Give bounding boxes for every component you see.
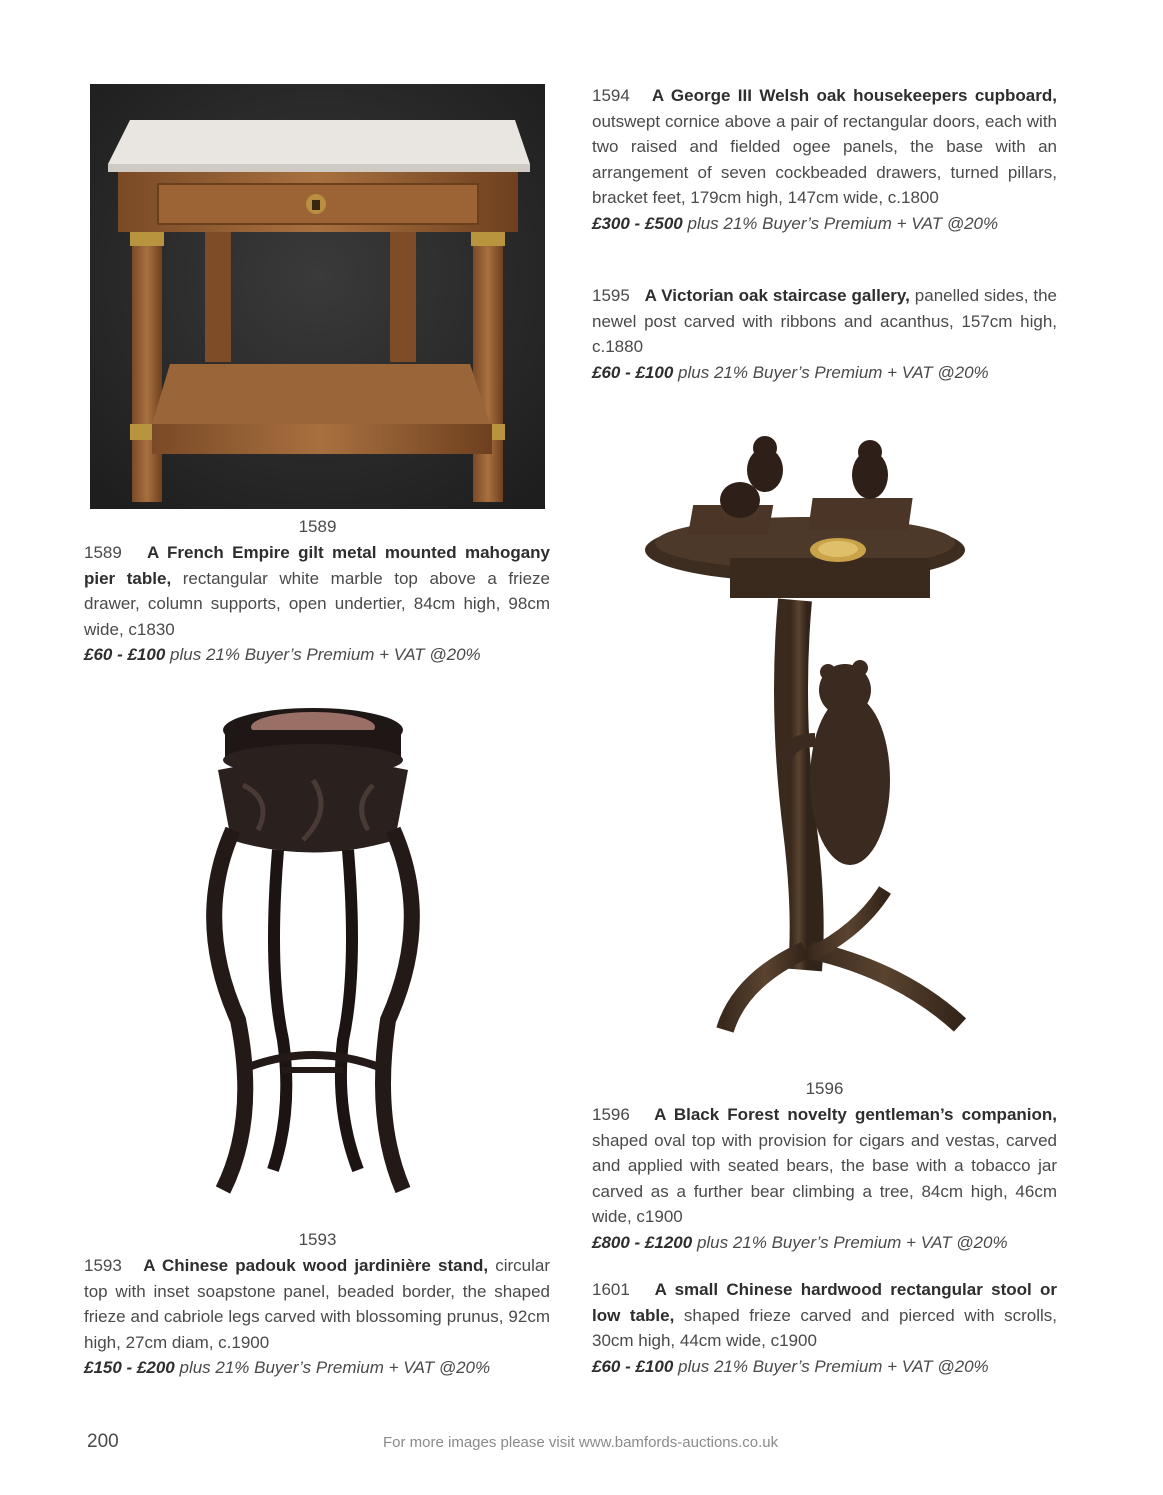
- lot-description: shaped frieze carved and pierced with scrolls, 30cm high, 44cm wide, c1900: [592, 1305, 1057, 1350]
- lot-premium: plus 21% Buyer’s Premium + VAT @20%: [170, 645, 481, 664]
- lot-title: A Chinese padouk wood jardinière stand,: [143, 1256, 489, 1275]
- lot-premium: plus 21% Buyer’s Premium + VAT @20%: [696, 1232, 1008, 1252]
- black-forest-companion-icon: [620, 410, 1032, 1070]
- lot-premium: plus 21% Buyer’s Premium + VAT @20%: [678, 362, 989, 382]
- lot-description: outswept cornice above a pair of rectangular doors, each with two raised and fielded ogee panels, the base with an arrangement of seven cockbeaded drawers, turned pillars, bracket feet, 179cm high, 147cm wide, c.1800: [592, 111, 1057, 207]
- lot-description: panelled sides, the newel post carved with ribbons and acanthus, 157cm high, c.1880: [592, 286, 1057, 356]
- lot-estimate: £300 - £500: [592, 213, 683, 233]
- lot-1595: [592, 283, 1057, 385]
- page-number: 200: [87, 1431, 119, 1452]
- pier-table-photo: [90, 84, 545, 509]
- lot-1593: [84, 1253, 550, 1381]
- lot-estimate-line: [592, 1230, 1057, 1256]
- jardiniere-caption: 1593: [298, 1230, 337, 1249]
- lot-number: 1594: [592, 86, 630, 105]
- lot-estimate-line: [592, 211, 1057, 237]
- pier-table-icon: [90, 84, 545, 509]
- lot-number: 1589: [84, 543, 122, 562]
- lot-title: A Victorian oak staircase gallery,: [644, 286, 910, 305]
- lot-estimate: £150 - £200: [84, 1358, 175, 1377]
- lot-estimate: £800 - £1200: [592, 1232, 693, 1252]
- lot-description: shaped oval top with provision for cigars and vestas, carved and applied with seated bears, the base with a tobacco jar carved as a further bear climbing a tree, 84cm high, 46cm wide, c1900: [592, 1130, 1057, 1226]
- lot-estimate-line: [84, 642, 550, 668]
- lot-premium: plus 21% Buyer’s Premium + VAT @20%: [687, 213, 999, 233]
- footer-website-note: For more images please visit www.bamfords-auctions.co.uk: [383, 1434, 779, 1451]
- lot-premium: plus 21% Buyer’s Premium + VAT @20%: [179, 1358, 491, 1377]
- lot-number: 1593: [84, 1256, 122, 1275]
- lot-1596: [592, 1102, 1057, 1255]
- lot-premium: plus 21% Buyer’s Premium + VAT @20%: [678, 1356, 989, 1376]
- lot-estimate-line: [592, 360, 1057, 386]
- companion-caption: 1596: [805, 1079, 844, 1098]
- lot-1601: [592, 1277, 1057, 1379]
- lot-1594: [592, 83, 1057, 236]
- pier-table-caption: 1589: [298, 517, 337, 536]
- lot-title: A Black Forest novelty gentleman’s companion,: [654, 1105, 1057, 1124]
- jardiniere-stand-icon: [163, 690, 473, 1220]
- lot-title: A George III Welsh oak housekeepers cupboard,: [651, 86, 1057, 105]
- lot-number: 1596: [592, 1105, 630, 1124]
- lot-number: 1595: [592, 286, 630, 305]
- lot-1589: [84, 540, 550, 668]
- lot-estimate: £60 - £100: [84, 645, 166, 664]
- lot-number: 1601: [592, 1280, 630, 1299]
- lot-estimate-line: [84, 1355, 550, 1381]
- lot-estimate-line: [592, 1354, 1057, 1380]
- lot-description: circular top with inset soapstone panel, beaded border, the shaped frieze and cabriole legs carved with blossoming prunus, 92cm high, 27cm diam, c.1900: [84, 1256, 550, 1352]
- lot-estimate: £60 - £100: [592, 362, 674, 382]
- lot-title: A small Chinese hardwood rectangular stool or low table,: [592, 1280, 1058, 1325]
- jardiniere-stand-photo: [163, 690, 473, 1220]
- lot-estimate: £60 - £100: [592, 1356, 674, 1376]
- lot-title: A French Empire gilt metal mounted mahogany pier table,: [84, 543, 551, 588]
- lot-description: rectangular white marble top above a frieze drawer, column supports, open undertier, 84cm high, 98cm wide, c1830: [84, 568, 550, 639]
- black-forest-companion-photo: [620, 410, 1032, 1070]
